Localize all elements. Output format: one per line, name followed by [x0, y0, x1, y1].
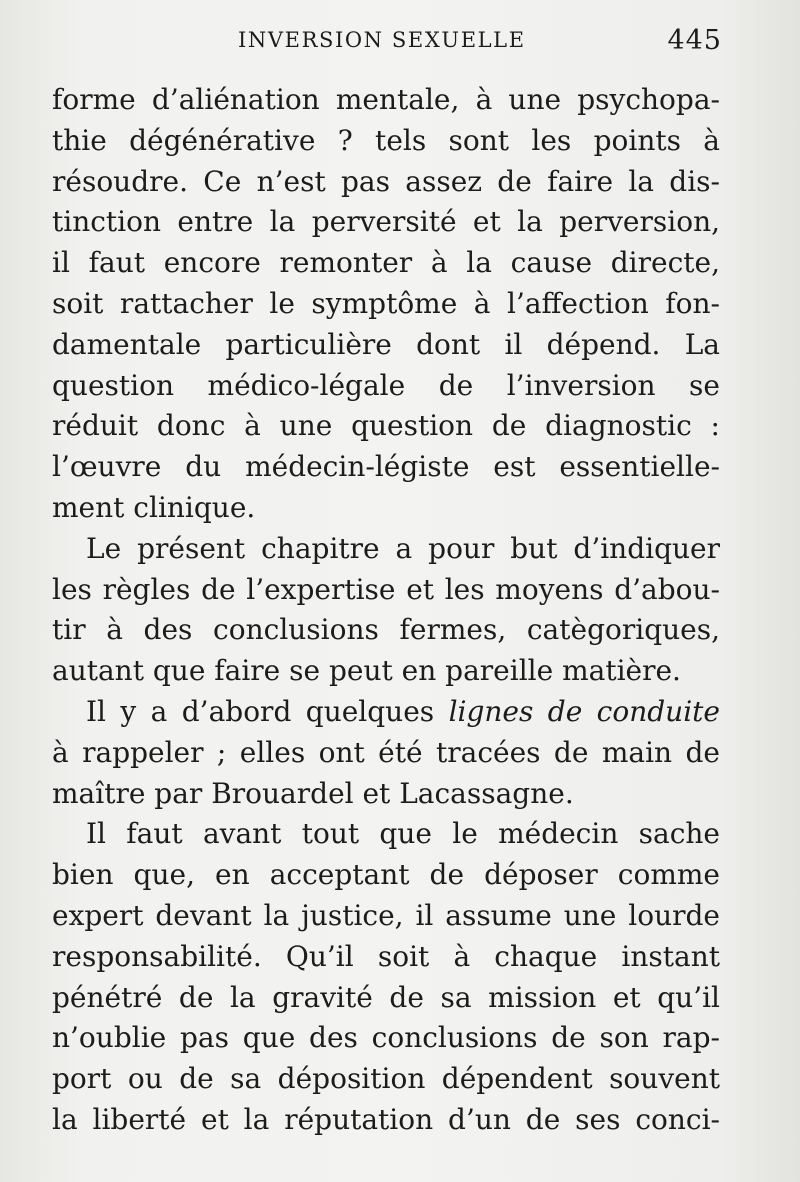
text-line: port ou de sa déposition dépendent souvent: [52, 1062, 720, 1096]
paragraph: [52, 80, 720, 529]
text-segment: Il y a d’abord quelques: [86, 694, 449, 728]
text-line: damentale particulière dont il dépend. La: [52, 327, 720, 361]
text-line: maître par Brouardel et Lacassagne.: [52, 776, 574, 810]
text-line: [52, 692, 720, 733]
paragraph: [52, 529, 720, 692]
text-line: réduit donc à une question de diagnostic :: [52, 409, 720, 443]
text-line: question médico-légale de l’inversion se: [52, 368, 720, 402]
text-line: expert devant la justice, il assume une lourde: [52, 898, 720, 932]
text-line: autant que faire se peut en pareille matière.: [52, 654, 681, 688]
text-line: bien que, en acceptant de déposer comme: [52, 858, 720, 892]
italic-phrase: lignes de conduite: [448, 694, 720, 728]
text-line: à rappeler ; elles ont été tracées de main de: [52, 735, 720, 769]
body-text: [52, 80, 720, 1141]
text-line: tinction entre la perversité et la perversion,: [52, 205, 720, 239]
text-line: l’œuvre du médecin-légiste est essentielle-: [52, 450, 720, 484]
running-title: INVERSION SEXUELLE: [238, 28, 526, 52]
text-line: résoudre. Ce n’est pas assez de faire la dis-: [52, 164, 720, 198]
page-number: 445: [667, 25, 722, 56]
text-line: responsabilité. Qu’il soit à chaque instant: [52, 939, 720, 973]
paragraph: [52, 692, 720, 814]
page-header: [0, 25, 800, 58]
text-line: Il faut avant tout que le médecin sache: [86, 817, 720, 851]
text-line: Le présent chapitre a pour but d’indiquer: [86, 531, 720, 565]
text-line: ment clinique.: [52, 490, 256, 524]
text-line: n’oublie pas que des conclusions de son rap-: [52, 1021, 720, 1055]
text-line: soit rattacher le symptôme à l’affection fon-: [52, 286, 720, 320]
text-line: la liberté et la réputation d’un de ses conci-: [52, 1102, 720, 1136]
text-line: forme d’aliénation mentale, à une psychopa-: [52, 83, 720, 116]
text-line: pénétré de la gravité de sa mission et qu’il: [52, 980, 720, 1014]
text-line: tir à des conclusions fermes, catègoriques,: [52, 613, 720, 647]
paragraph: [52, 814, 720, 1140]
text-line: il faut encore remonter à la cause directe,: [52, 246, 720, 280]
text-line: les règles de l’expertise et les moyens d’abou-: [52, 572, 720, 606]
text-line: thie dégénérative ? tels sont les points à: [52, 123, 720, 157]
